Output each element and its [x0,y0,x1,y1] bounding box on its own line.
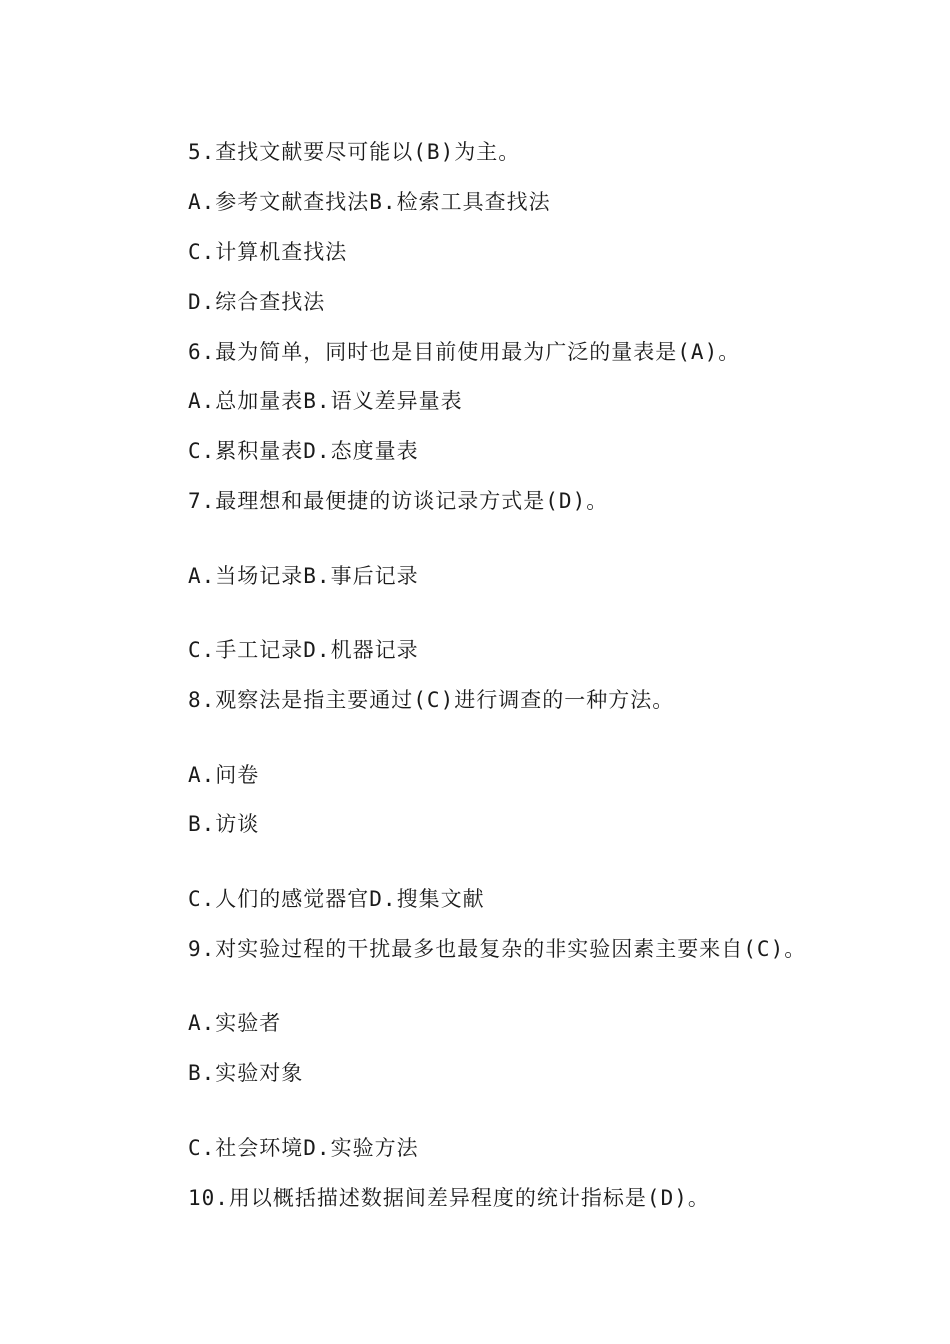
question-9: 9.对实验过程的干扰最多也最复杂的非实验因素主要来自(C)。 [188,937,807,961]
question-9-option-a: A.实验者 [188,1011,282,1035]
question-8: 8.观察法是指主要通过(C)进行调查的一种方法。 [188,688,675,712]
question-9-option-cd: C.社会环境D.实验方法 [188,1136,419,1160]
question-8-option-cd: C.人们的感觉器官D.搜集文献 [188,887,485,911]
question-6-option-cd: C.累积量表D.态度量表 [188,439,419,463]
question-5-option-c: C.计算机查找法 [188,240,348,264]
question-9-option-b: B.实验对象 [188,1061,304,1085]
question-6-option-ab: A.总加量表B.语义差异量表 [188,389,463,413]
question-5-option-ab: A.参考文献查找法B.检索工具查找法 [188,190,551,214]
question-10: 10.用以概括描述数据间差异程度的统计指标是(D)。 [188,1186,710,1210]
question-5: 5.查找文献要尽可能以(B)为主。 [188,140,521,164]
question-8-option-a: A.问卷 [188,763,260,787]
question-6: 6.最为简单，同时也是目前使用最为广泛的量表是(A)。 [188,340,741,364]
question-7: 7.最理想和最便捷的访谈记录方式是(D)。 [188,489,609,513]
question-7-option-cd: C.手工记录D.机器记录 [188,638,419,662]
question-7-option-ab: A.当场记录B.事后记录 [188,564,419,588]
question-8-option-b: B.访谈 [188,812,260,836]
question-5-option-d: D.综合查找法 [188,290,326,314]
